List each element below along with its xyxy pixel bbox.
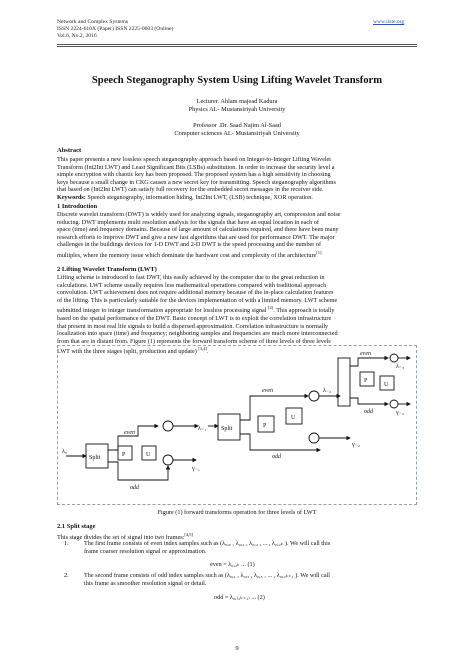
lwt-heading: 2 Lifting Wavelet Transform (LWT) [57, 266, 157, 273]
label-odd-2: odd [272, 454, 281, 460]
split-stage-heading: 2.1 Split stage [57, 523, 96, 530]
label-even-2: even [262, 388, 273, 394]
level3-plus-node [390, 354, 398, 362]
list-item-1-number: 1. [64, 540, 69, 547]
keywords: Keywords: Speech steganography, information hiding, Int2Int LWT, (LSB) technique, XOR operation. [57, 193, 313, 201]
level1-plus-node [163, 421, 173, 431]
label-lambda0: λ₀ [62, 449, 68, 455]
level2-odd-path [240, 434, 320, 450]
list-item-2-number: 2. [64, 572, 69, 579]
level1-minus-node [163, 455, 173, 465]
label-odd-3: odd [364, 409, 373, 415]
list-item-2-text: The second frame consists of odd index samples such as (λ₀,₁ , λ₀,₃ , λ₀,₅ , ... , λ₀,₂ₖ₊₁ ). We will call this frame as smoother resolution signal or detail. [84, 572, 331, 587]
label-u-2: U [291, 415, 296, 421]
level3-split-block [338, 358, 350, 406]
header-rule-second [57, 46, 417, 47]
author-2-name: Professor .Dr. Saad Najim Al-Saad [193, 122, 281, 129]
label-lambda-m3: λ₋₃ [396, 364, 405, 370]
author-1-name: Lecturer. Ahlam majead Kadura [196, 98, 278, 105]
label-split-2: Split [221, 426, 233, 432]
label-lambda-m2: λ₋₂ [323, 388, 332, 394]
label-odd-1: odd [130, 485, 139, 491]
label-u-1: U [146, 452, 151, 458]
level3-even-path [350, 358, 388, 366]
label-u-3: U [384, 382, 389, 388]
author-1-affiliation: Physics AL- Mustansiriyah University [188, 106, 286, 113]
label-p-1: P [122, 452, 126, 458]
label-even-1: even [124, 430, 135, 436]
journal-website-link[interactable]: www.iiste.org [373, 19, 405, 25]
label-gamma-m2: γ₋₂ [352, 442, 360, 448]
figure-1-caption: Figure (1) forward transforms operation for three levels of LWT [157, 509, 317, 516]
header-rule [57, 44, 417, 45]
page-number: 9 [235, 645, 239, 652]
list-item-1-text: The first frame consists of even index samples such as (λ₀,₀ , λ₀,₂ , λ₀,₄ , ... , λ₀,₂ₖ ). We will call this frame coarser resolution signal or approximation. [84, 540, 331, 555]
intro-body: Discrete wavelet transform (DWT) is widely used for analyzing signals, steganography art, compression and noise reducing. DWT implements multi resolution analysis for the signals that have an equal location in each of space (time) and frequency domains. Because of large amount of calculations required, and there have been many research efforts to improve DWT and give a new fast algorithms that are used for performance DWT. The major challenges in the buildings devices for 1-D DWT and 2-D DWT is the speed processing and the number of multiples, where the memory issue which dominate the hardware cost and complexity of the architecture$^{[1].}$ [57, 211, 341, 260]
paper-title: Speech Steganography System Using Lifting Wavelet Transform [91, 75, 383, 86]
figure-1-frame [57, 345, 417, 505]
level3-minus-node [390, 400, 398, 408]
journal-volume: Vol.6, No.2, 2016 [57, 33, 97, 39]
label-even-3: even [360, 351, 371, 357]
level2-plus-node [309, 391, 319, 401]
intro-heading: 1 Introduction [57, 203, 98, 210]
label-split-1: Split [89, 455, 101, 461]
abstract-heading: Abstract [57, 147, 82, 154]
journal-name: Network and Complex Systems [57, 19, 129, 25]
lwt-body: Lifting scheme is introduced to fast DWT, this easily achieved by the computer due to the great reduction in calculations. LWT scheme usually requires less mathematical operations compared with traditional approach convolution. LWT achievement does not require additional memory because of the in-place calculation features of the lifting. This is particularly suitable for the devices implementation of with a limited memory. LWT scheme submitted integer to integer transformation appropriate for lossless processing signal [2]. This approach is totally based on the spatial performance of the DWT. Basic concept of LWT is to exploit the correlation infrastructure that present in most real life signals to build a dispersed approximation. Correlation infrastructure is normally localization into space (time) and frequency; neighboring samples and frequencies are much more interconnected from that are in distant from. Figure (1) represents the forward transform scheme of three levels of three levels LWT with the three stages (split, production and update) [3,4]. [57, 274, 338, 356]
journal-issn: ISSN 2224-610X (Paper) ISSN 2225-0603 (Online) [57, 26, 174, 32]
label-gamma-m3: γ₋₃ [396, 410, 404, 416]
equation-2: odd = λ₀,₍₂ₖ₊₁₎ ... (2) [214, 594, 265, 601]
level3-odd-path [350, 398, 388, 404]
split-stage-intro: This stage divides the set of signal into two frames:[4,5] [57, 532, 193, 542]
label-p-3: P [364, 378, 368, 384]
label-p-2: P [263, 423, 267, 429]
equation-1: even = λ₀,₂ₖ ... (1) [210, 561, 255, 568]
label-lambda-m1: λ₋₁ [198, 426, 207, 432]
lwt-diagram [58, 346, 416, 504]
level2-minus-node [309, 433, 319, 443]
label-gamma-m1: γ₋₁ [192, 466, 200, 472]
abstract-body: This paper presents a new lossless speech steganography approach based on Integer-to-Integer Lifting Wavelet Transform (Int2Int LWT) and Least Significant Bits (LSBs) substitution. In order to increase the security level a simple encryption with chaotic key has been proposed. The proposed system has a high sensitivity in choosing keys because a small change in CKG causes a new secret key for transmitting. Speech steganography algorithms that based on (Int2Int LWT) can satisfy full recovery for the embedded secret messages in the receiver side. Keywords: Speech steganography, information hiding, Int2Int LWT, (LSB) technique, XOR operation. [57, 156, 417, 202]
level1-odd-path [108, 462, 168, 480]
author-2-affiliation: Computer sciences AL- Mustansiriyah University [174, 130, 300, 137]
